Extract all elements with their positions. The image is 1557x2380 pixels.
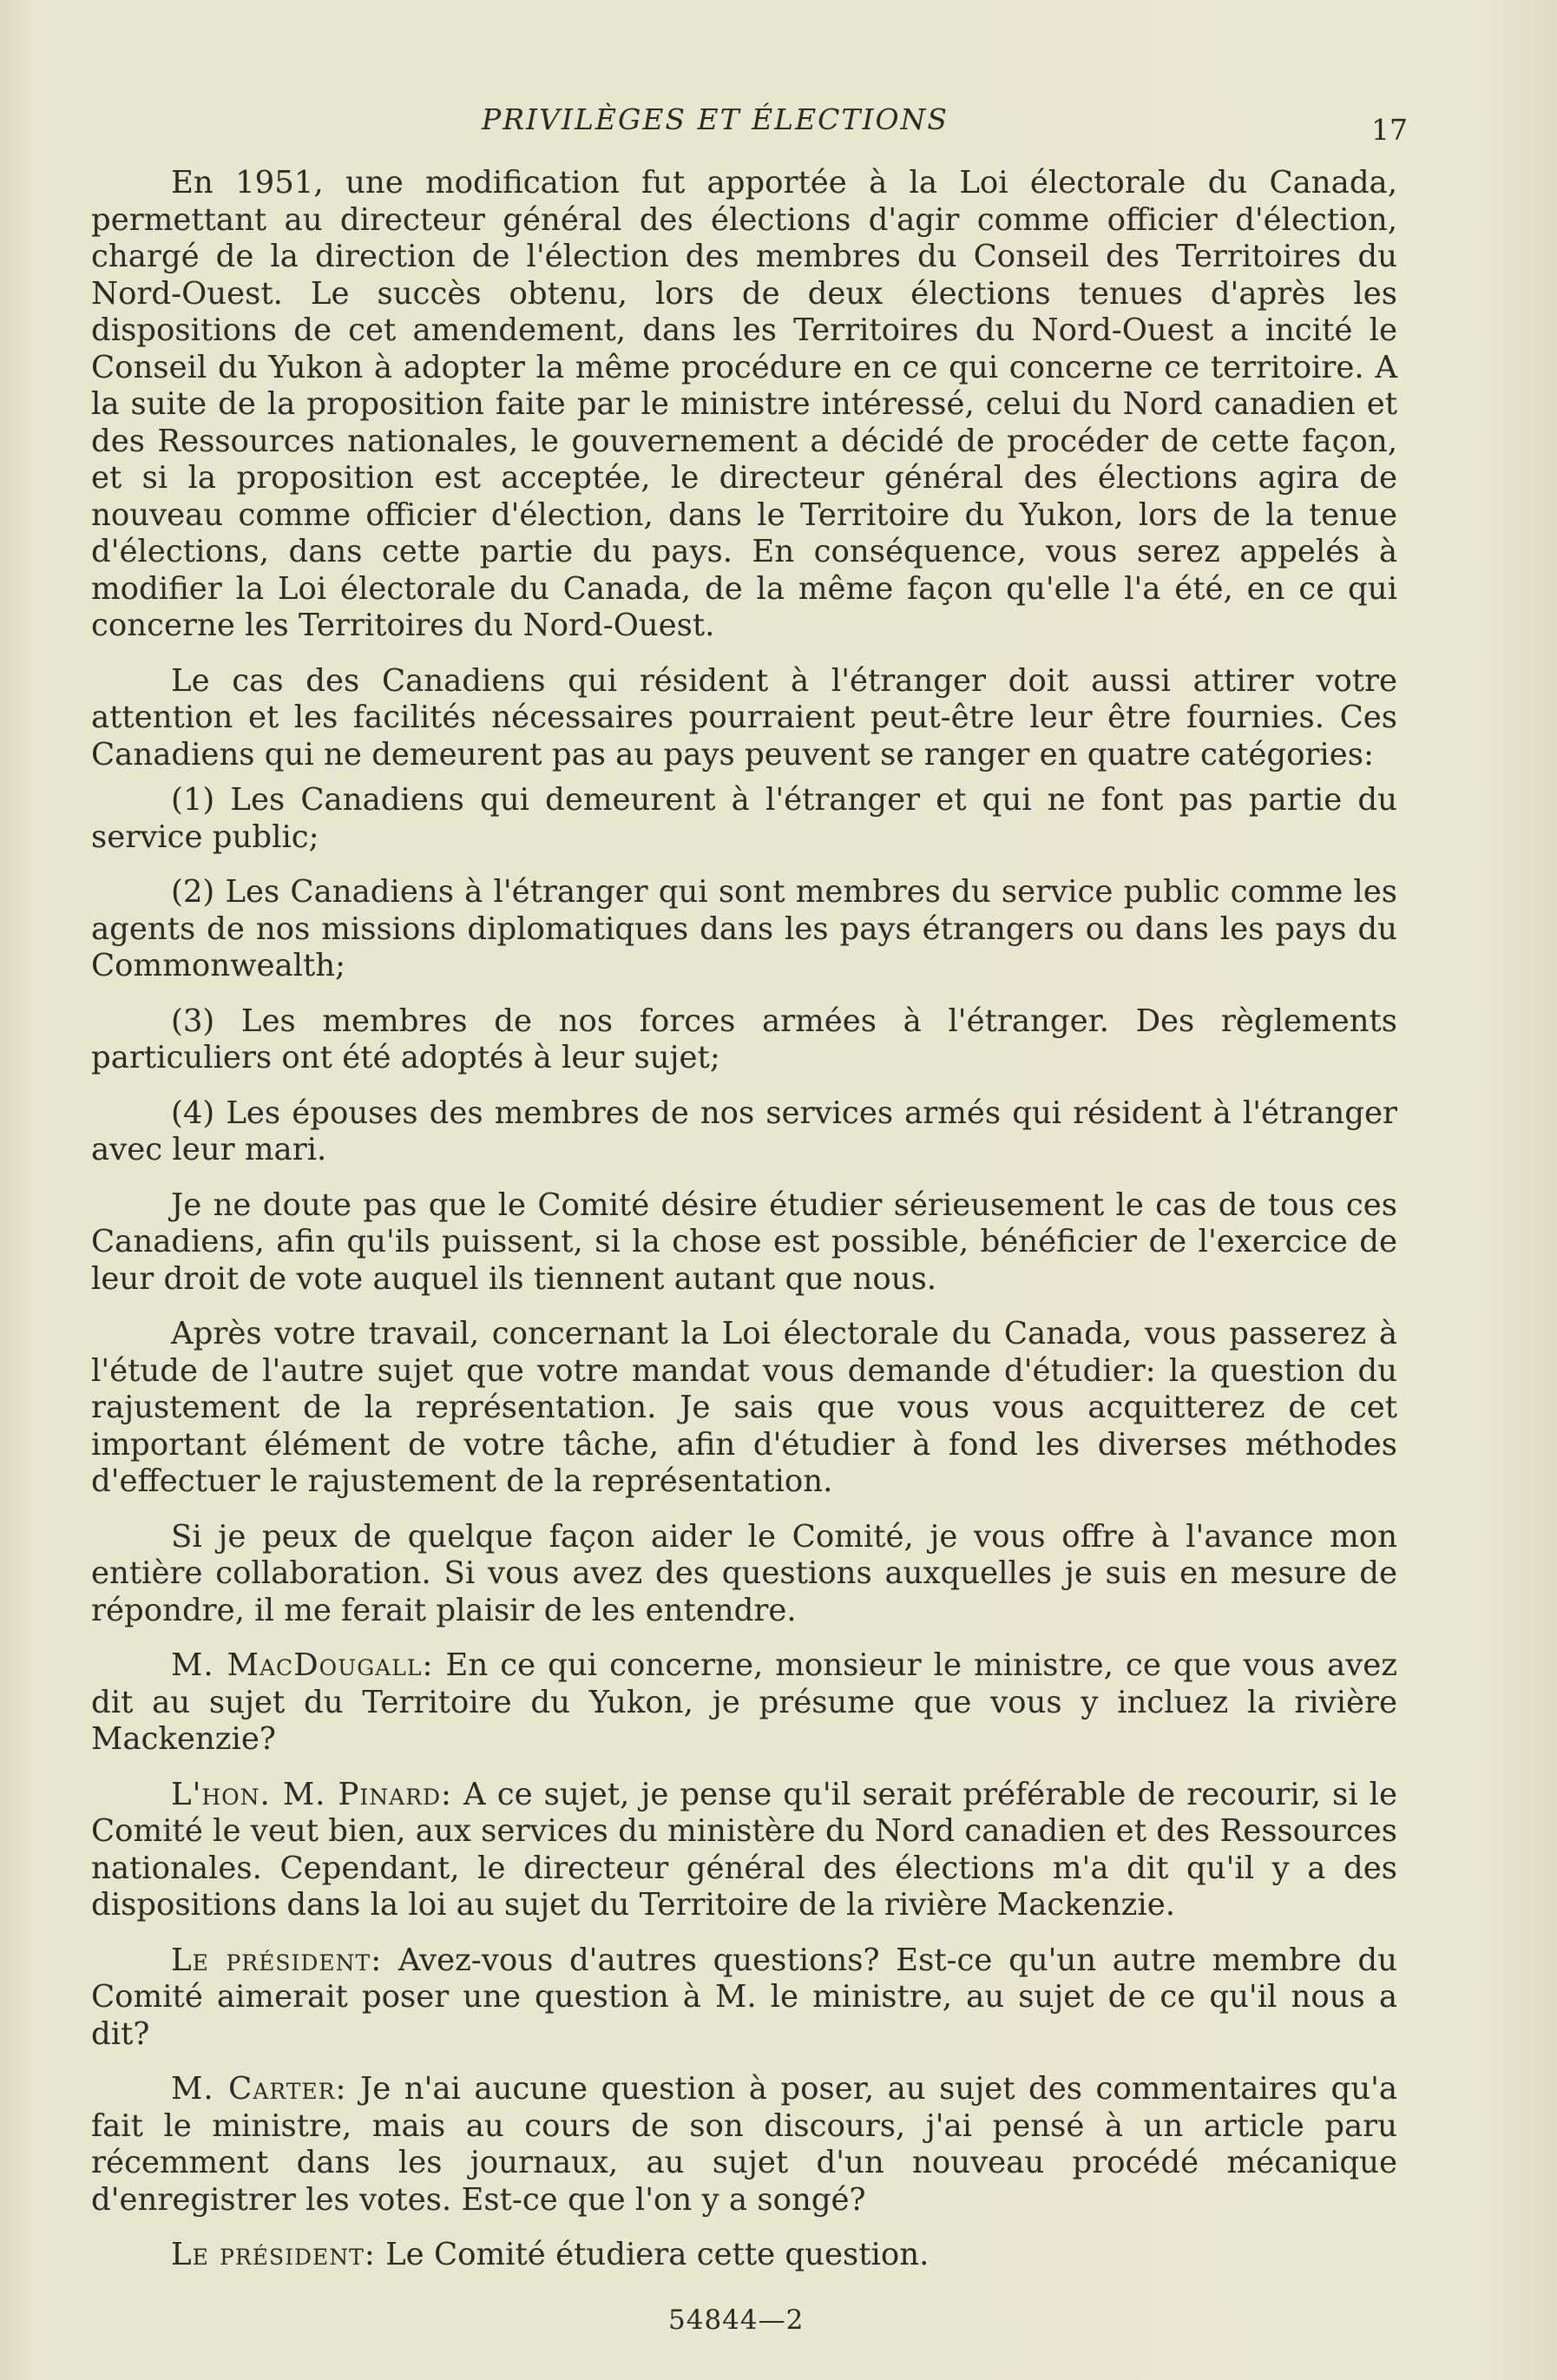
page-header	[0, 102, 1557, 155]
list-item-category-3: (3) Les membres de nos forces armées à l'étranger. Des règlements particuliers ont été adoptés à leur sujet;	[91, 1003, 1397, 1075]
list-item-category-4: (4) Les épouses des membres de nos services armés qui résident à l'étranger avec leur mari.	[91, 1095, 1397, 1167]
speech-text: Avez-vous d'autres questions? Est-ce qu'un autre membre du Comité aimerait poser une question à M. le ministre, au sujet de ce qu'il nous a dit?	[91, 1942, 1398, 2052]
speaker-name: Le président:	[171, 2237, 376, 2272]
speaker-name: M. Carter:	[171, 2071, 347, 2107]
paragraph-rajustement: Après votre travail, concernant la Loi électorale du Canada, vous passerez à l'étude de l'autre sujet que votre mandat vous demande d'étudier: la question du rajustement de la représentation. Je sais que vous vous acquitterez de cet important élément de votre tâche, afin d'étudier à fond les diverses méthodes d'effectuer le rajustement de la représentation.	[91, 1316, 1397, 1499]
speaker-name: M. MacDougall:	[171, 1647, 434, 1683]
speaker-name: Le président:	[171, 1942, 383, 1978]
speech-carter	[91, 2071, 1397, 2219]
running-head: PRIVILÈGES ET ÉLECTIONS	[482, 102, 949, 136]
speaker-name: L'hon. M. Pinard:	[171, 1776, 453, 1812]
speech-president-2	[91, 2237, 1397, 2274]
speech-pinard	[91, 1777, 1397, 1924]
printer-signature: 54844—2	[668, 2304, 805, 2336]
speech-macdougall	[91, 1647, 1397, 1759]
paragraph-loi-electorale: En 1951, une modification fut apportée à la Loi électorale du Canada, permettant au directeur général des élections d'agir comme officier d'élection, chargé de la direction de l'élection des membres du Conseil des Territoires du Nord-Ouest. Le succès obtenu, lors de deux élections tenues d'après les dispositions de cet amendement, dans les Territoires du Nord-Ouest a incité le Conseil du Yukon à adopter la même procédure en ce qui concerne ce territoire. A la suite de la proposition faite par le ministre intéressé, celui du Nord canadien et des Ressources nationales, le gouvernement a décidé de procéder de cette façon, et si la proposition est acceptée, le directeur général des élections agira de nouveau comme officier d'élection, dans le Territoire du Yukon, lors de la tenue d'élections, dans cette partie du pays. En conséquence, vous serez appelés à modifier la Loi électorale du Canada, de la même façon qu'elle l'a été, en ce qui concerne les Territoires du Nord-Ouest.	[91, 165, 1397, 643]
list-item-category-2: (2) Les Canadiens à l'étranger qui sont membres du service public comme les agents de nos missions diplomatiques dans les pays étrangers ou dans les pays du Commonwealth;	[91, 874, 1397, 983]
speech-text: Je n'ai aucune question à poser, au sujet des commentaires qu'a fait le ministre, mais au cours de son discours, j'ai pensé à un article paru récemment dans les journaux, au sujet d'un nouveau procédé mécanique d'enregistrer les votes. Est-ce que l'on y a songé?	[91, 2071, 1397, 2218]
list-item-category-1: (1) Les Canadiens qui demeurent à l'étranger et qui ne font pas partie du service public;	[91, 782, 1397, 855]
speech-text: A ce sujet, je pense qu'il serait préférable de recourir, si le Comité le veut bien, aux services du ministère du Nord canadien et des Ressources nationales. Cependant, le directeur général des élections m'a dit qu'il y a des dispositions dans la loi au sujet du Territoire de la rivière Mackenzie.	[91, 1776, 1397, 1923]
speech-text: Le Comité étudiera cette question.	[375, 2237, 930, 2272]
speech-president-1	[91, 1943, 1397, 2054]
paragraph-comite-etudier: Je ne doute pas que le Comité désire étudier sérieusement le cas de tous ces Canadiens, afin qu'ils puissent, si la chose est possible, bénéficier de l'exercice de leur droit de vote auquel ils tiennent autant que nous.	[91, 1187, 1397, 1297]
paragraph-canadiens-etranger: Le cas des Canadiens qui résident à l'étranger doit aussi attirer votre attention et les facilités nécessaires pourraient peut-être leur être fournies. Ces Canadiens qui ne demeurent pas au pays peuvent se ranger en quatre catégories:	[91, 662, 1397, 773]
body-text	[91, 165, 1397, 2292]
speech-text: En ce qui concerne, monsieur le ministre, ce que vous avez dit au sujet du Territoire du Yukon, je présume que vous y incluez la rivière Mackenzie?	[91, 1647, 1397, 1757]
paragraph-collaboration: Si je peux de quelque façon aider le Comité, je vous offre à l'avance mon entière collaboration. Si vous avez des questions auxquelles je suis en mesure de répondre, il me ferait plaisir de les entendre.	[91, 1518, 1397, 1628]
page-number: 17	[1371, 113, 1408, 147]
